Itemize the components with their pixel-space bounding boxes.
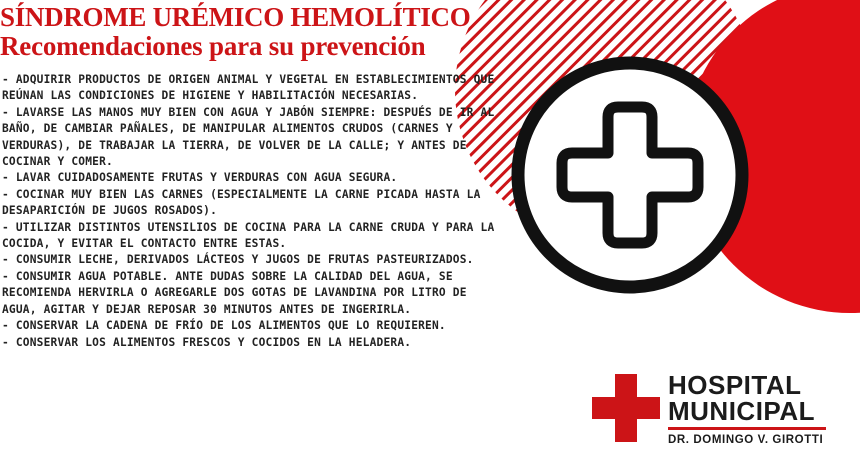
list-item: - LAVAR CUIDADOSAMENTE FRUTAS Y VERDURAS CON AGUA SEGURA.: [2, 171, 398, 185]
list-item: - CONSERVAR LA CADENA DE FRÍO DE LOS ALIMENTOS QUE LO REQUIEREN.: [2, 319, 446, 333]
list-item: - ADQUIRIR PRODUCTOS DE ORIGEN ANIMAL Y VEGETAL EN ESTABLECIMIENTOS QUE REÚNAN LAS CONDICIONES DE HIGIENE Y HABILITACIÓN NECESARIAS.: [2, 73, 495, 103]
logo-line-1: HOSPITAL: [668, 370, 802, 400]
list-item: - CONSUMIR AGUA POTABLE. ANTE DUDAS SOBRE LA CALIDAD DEL AGUA, SE RECOMIENDA HERVIRLA O AGREGARLE DOS GOTAS DE LAVANDINA POR LITRO DE AGUA, AGITAR Y DEJAR REPOSAR 30 MINUTOS ANTES DE INGERIRLA.: [2, 269, 467, 316]
plus-circle-icon: [518, 63, 742, 287]
list-item: - COCINAR MUY BIEN LAS CARNES (ESPECIALMENTE LA CARNE PICADA HASTA LA DESAPARICIÓN DE JUGOS ROSADOS).: [2, 187, 481, 218]
list-item: - CONSUMIR LECHE, DERIVADOS LÁCTEOS Y JUGOS DE FRUTAS PASTEURIZADOS.: [2, 253, 474, 267]
page-title: SÍNDROME URÉMICO HEMOLÍTICO: [0, 2, 471, 32]
hospital-logo: [668, 372, 826, 446]
list-item: - UTILIZAR DISTINTOS UTENSILIOS DE COCINA PARA LA CARNE CRUDA Y PARA LA COCIDA, Y EVITAR EL CONTACTO ENTRE ESTAS.: [2, 220, 495, 251]
list-item: - LAVARSE LAS MANOS MUY BIEN CON AGUA Y JABÓN SIEMPRE: DESPUÉS DE IR AL BAÑO, DE CAMBIAR PAÑALES, DE MANIPULAR ALIMENTOS CRUDOS (CARNES Y VERDURAS), DE TRABAJAR LA TIERRA, DE VOLVER DE LA CALLE; Y ANTES DE COCINAR Y COMER.: [2, 105, 495, 169]
list-item: - CONSERVAR LOS ALIMENTOS FRESCOS Y COCIDOS EN LA HELADERA.: [2, 335, 412, 349]
logo-subline: DR. DOMINGO V. GIROTTI: [668, 434, 824, 446]
page-subtitle: Recomendaciones para su prevención: [0, 31, 426, 61]
logo-line-2: MUNICIPAL: [668, 396, 816, 426]
recommendations-list: [2, 72, 502, 461]
logo-divider: [668, 427, 826, 430]
poster-heading: [0, 0, 500, 60]
red-cross-icon: [592, 374, 660, 442]
